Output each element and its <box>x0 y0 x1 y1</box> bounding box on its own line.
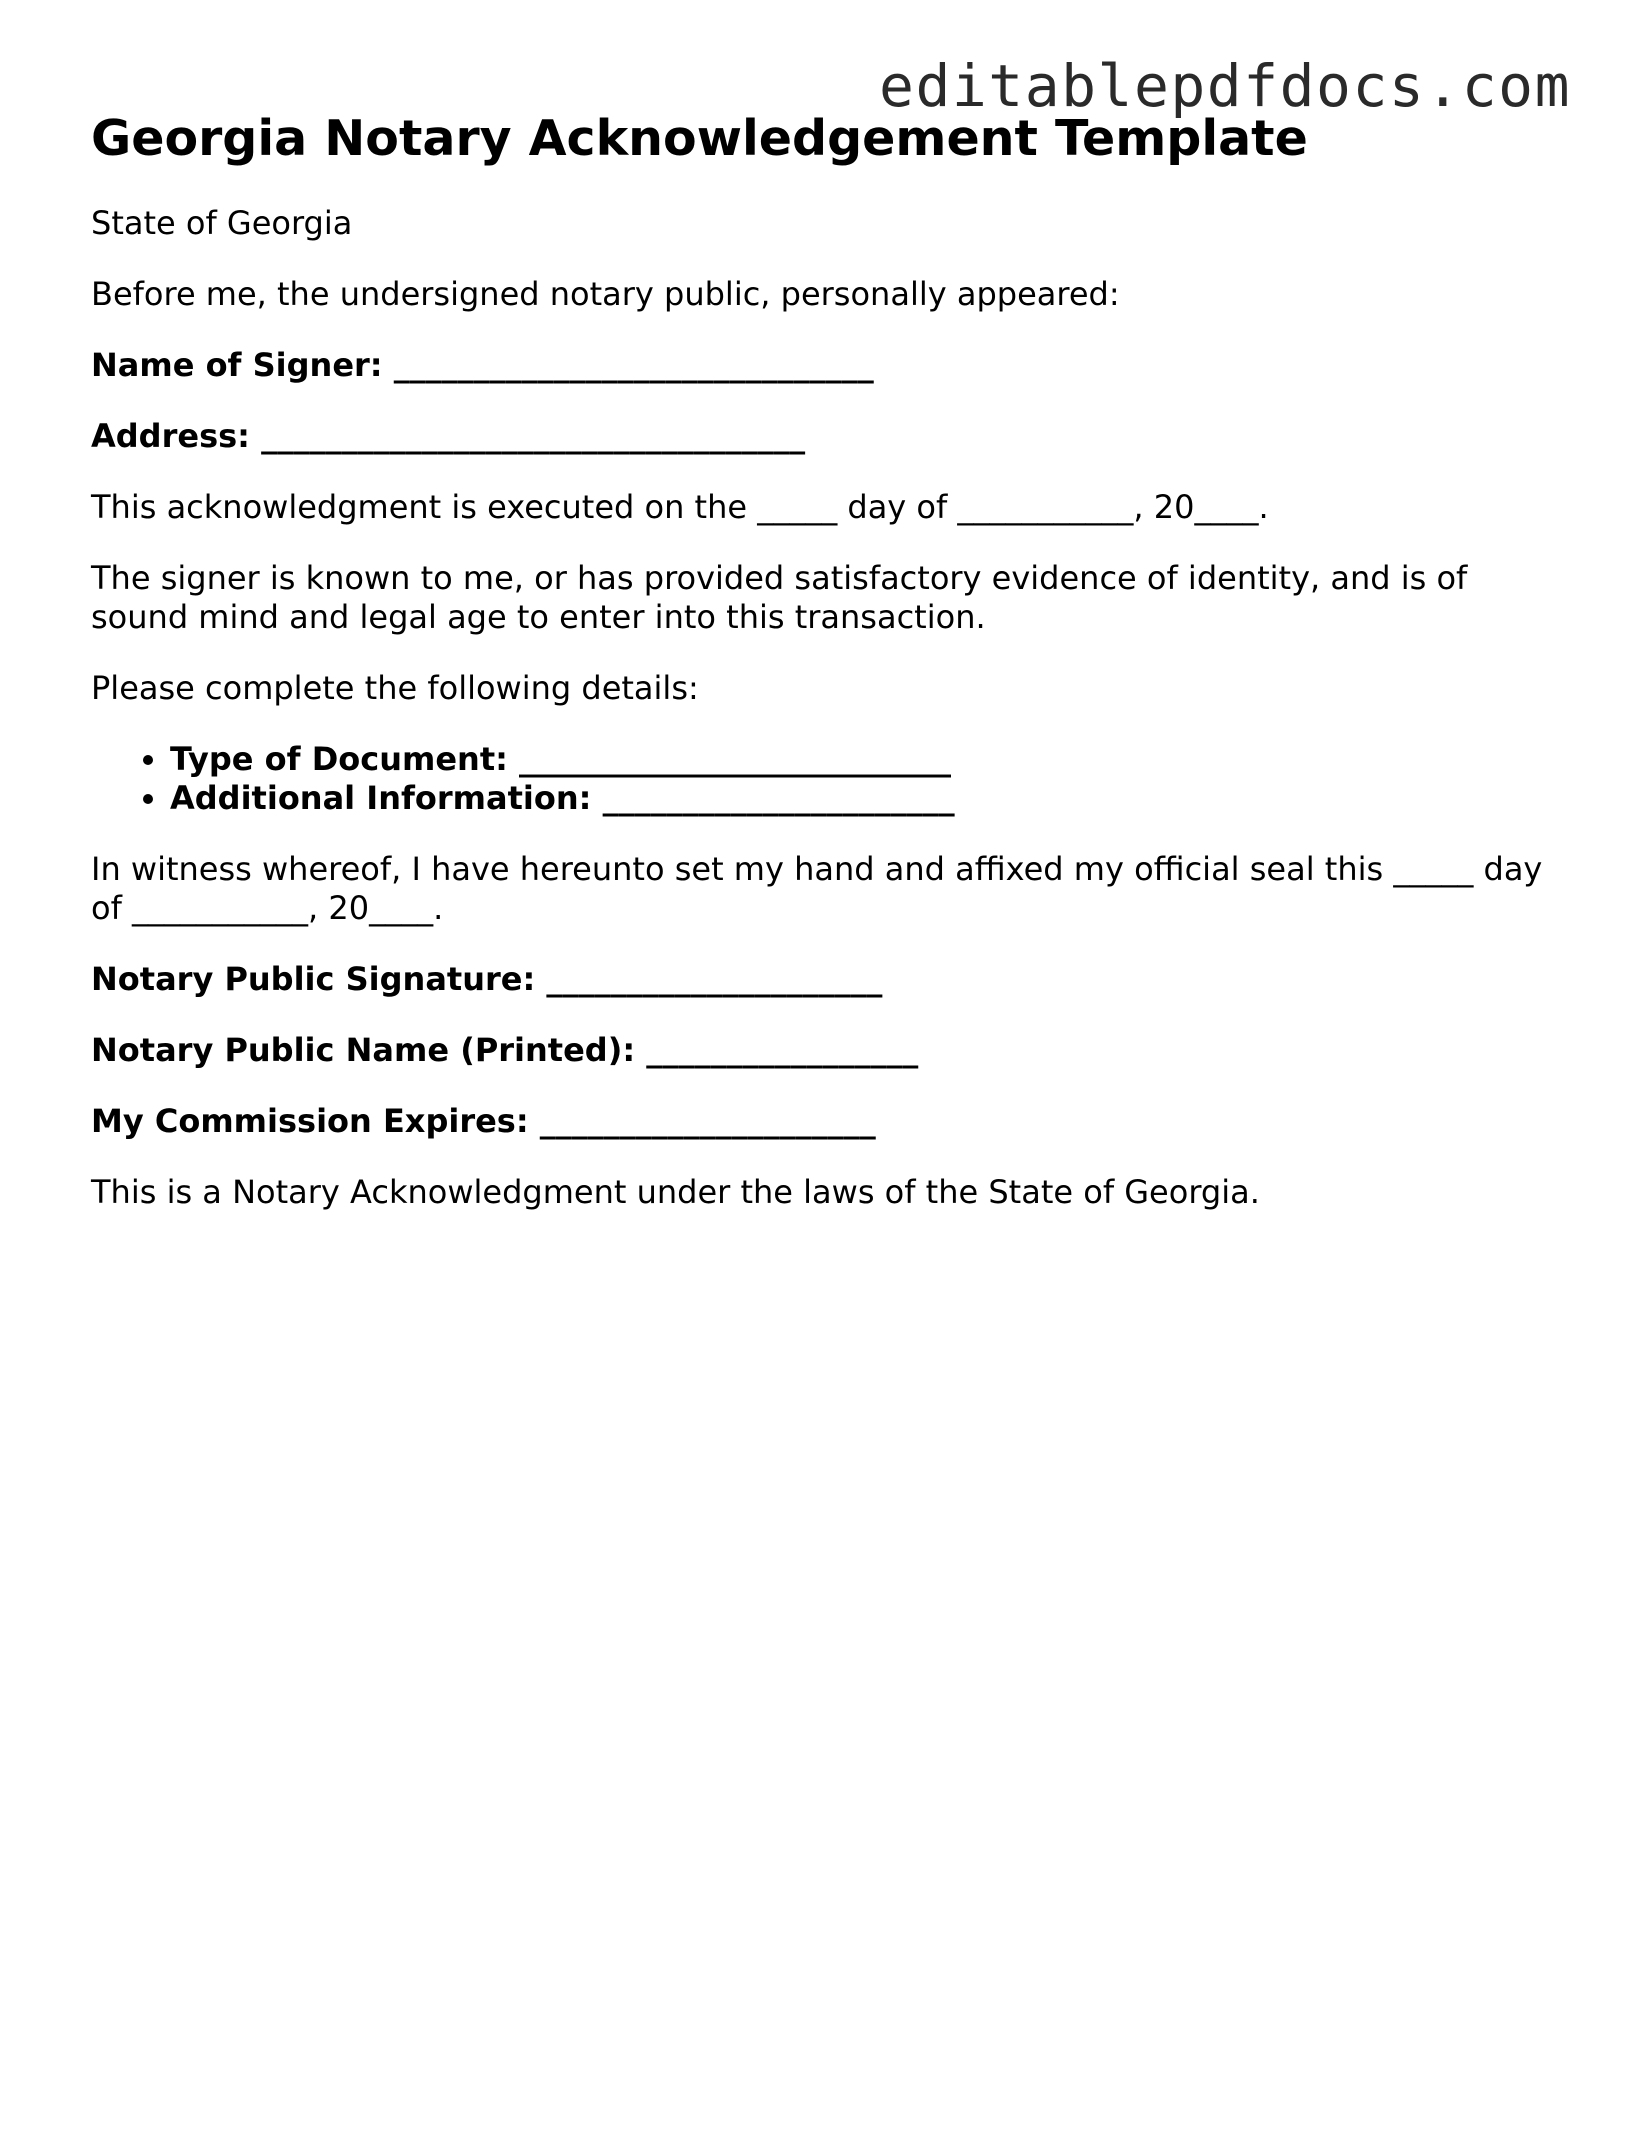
details-list <box>91 740 1571 818</box>
known-statement-paragraph: The signer is known to me, or has provided satisfactory evidence of identity, and is of sound mind and legal age to enter into this transaction. <box>91 559 1468 636</box>
notary-name-field[interactable]: Notary Public Name (Printed): _________________ <box>91 1031 919 1069</box>
executed-on-paragraph[interactable]: This acknowledgment is executed on the _____ day of ___________, 20____. <box>91 488 1269 526</box>
witness-statement-paragraph[interactable]: In witness whereof, I have hereunto set my hand and affixed my official seal this _____ day of ___________, 20____. <box>91 850 1543 927</box>
complete-details-paragraph: Please complete the following details: <box>91 669 699 707</box>
closing-paragraph: This is a Notary Acknowledgment under the laws of the State of Georgia. <box>91 1173 1260 1211</box>
type-of-document-field[interactable]: • Type of Document: ___________________________ <box>170 740 1571 779</box>
address-field[interactable]: Address: __________________________________ <box>91 417 806 455</box>
additional-information-field[interactable]: • Additional Information: ______________________ <box>170 779 1571 818</box>
state-line: State of Georgia <box>91 204 353 242</box>
document-title: Georgia Notary Acknowledgement Template <box>91 110 1308 167</box>
intro-paragraph: Before me, the undersigned notary public, personally appeared: <box>91 275 1120 313</box>
commission-expires-field[interactable]: My Commission Expires: _____________________ <box>91 1102 876 1140</box>
watermark: editablepdfdocs.com <box>879 52 1571 120</box>
notary-signature-field[interactable]: Notary Public Signature: _____________________ <box>91 960 883 998</box>
name-of-signer-field[interactable]: Name of Signer: ______________________________ <box>91 346 874 384</box>
document-body <box>91 110 1571 1244</box>
